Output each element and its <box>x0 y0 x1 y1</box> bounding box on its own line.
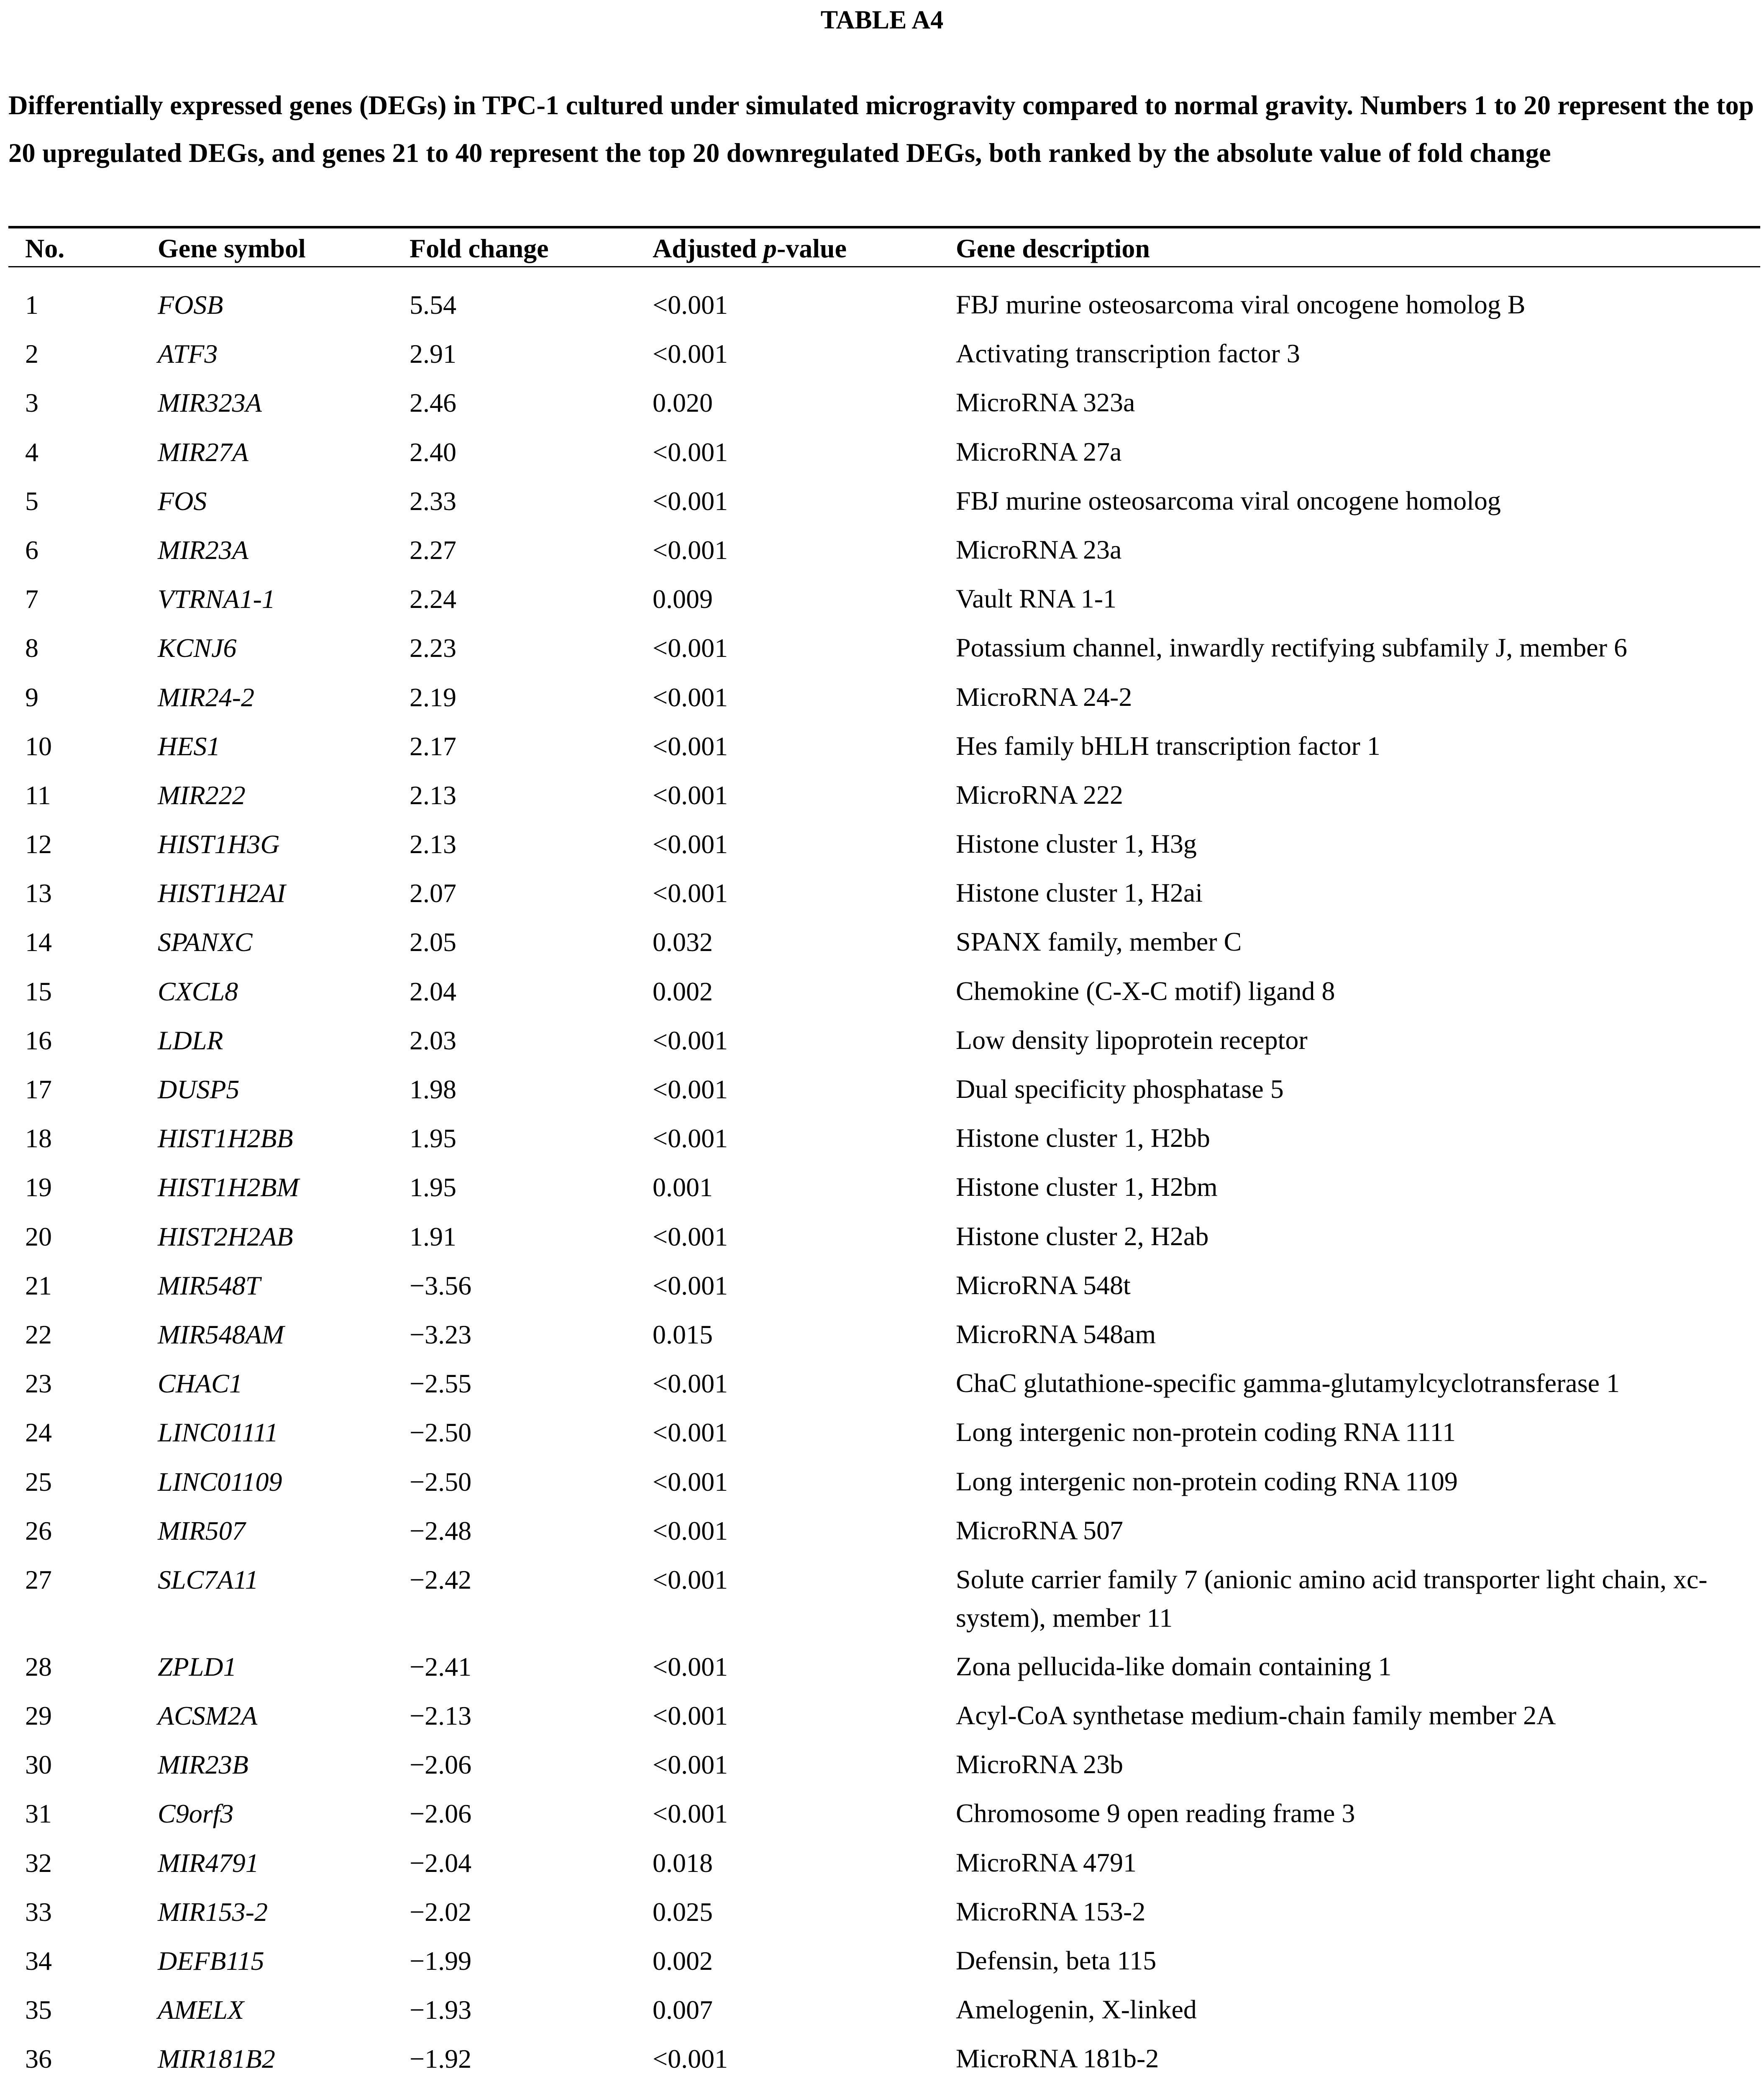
gene-symbol: CXCL8 <box>158 976 238 1006</box>
row-number: 3 <box>25 388 38 418</box>
gene-symbol: MIR27A <box>158 437 248 467</box>
gene-description: Chemokine (C-X-C motif) ligand 8 <box>956 976 1335 1006</box>
row-number: 25 <box>25 1466 52 1497</box>
row-number: 22 <box>25 1319 52 1349</box>
table-row <box>0 482 1764 531</box>
gene-symbol: MIR507 <box>158 1515 246 1546</box>
adjusted-p-value: <0.001 <box>653 731 728 761</box>
adjusted-p-value: <0.001 <box>653 437 728 467</box>
fold-change: −3.23 <box>410 1319 472 1349</box>
row-number: 13 <box>25 878 52 908</box>
row-number: 20 <box>25 1221 52 1251</box>
adjusted-p-value: 0.018 <box>653 1848 713 1878</box>
gene-symbol: MIR23A <box>158 535 248 565</box>
gene-description: Histone cluster 1, H3g <box>956 829 1197 859</box>
gene-description: FBJ murine osteosarcoma viral oncogene homolog <box>956 485 1501 515</box>
fold-change: 2.05 <box>410 927 456 957</box>
adjusted-p-value: 0.002 <box>653 976 713 1006</box>
gene-symbol: C9orf3 <box>158 1799 234 1829</box>
gene-description: FBJ murine osteosarcoma viral oncogene homolog B <box>956 290 1526 319</box>
adjusted-p-value: <0.001 <box>653 829 728 859</box>
table-row <box>0 776 1764 825</box>
fold-change: 2.03 <box>410 1025 456 1055</box>
gene-symbol: MIR323A <box>158 388 262 418</box>
row-number: 26 <box>25 1515 52 1546</box>
fold-change: −1.93 <box>410 1995 472 2025</box>
row-number: 4 <box>25 437 38 467</box>
gene-symbol: DUSP5 <box>158 1074 240 1104</box>
gene-description: MicroRNA 548am <box>956 1319 1156 1349</box>
fold-change: −2.02 <box>410 1897 472 1927</box>
gene-description: Hes family bHLH transcription factor 1 <box>956 731 1380 761</box>
table-row <box>0 923 1764 972</box>
fold-change: 2.33 <box>410 486 456 516</box>
fold-change: −1.92 <box>410 2044 472 2074</box>
gene-description: Amelogenin, X-linked <box>956 1995 1197 2025</box>
gene-symbol: MIR24-2 <box>158 682 255 712</box>
table-row <box>0 1511 1764 1560</box>
gene-description: MicroRNA 222 <box>956 779 1123 810</box>
row-number: 30 <box>25 1750 52 1780</box>
fold-change: −2.42 <box>410 1564 472 1595</box>
adjusted-p-value: 0.007 <box>653 1995 713 2025</box>
table-row <box>0 285 1764 334</box>
gene-description <box>956 2089 1751 2092</box>
adjusted-p-value: <0.001 <box>653 682 728 712</box>
fold-change: −2.06 <box>410 1799 472 1829</box>
fold-change: −2.06 <box>410 1750 472 1780</box>
gene-symbol: ZPLD1 <box>158 1651 237 1682</box>
table-row <box>0 1217 1764 1266</box>
row-number: 14 <box>25 927 52 957</box>
row-number: 9 <box>25 682 38 712</box>
adjusted-p-value: <0.001 <box>653 290 728 320</box>
fold-change: 2.19 <box>410 682 456 712</box>
gene-symbol: SLC7A11 <box>158 1564 259 1595</box>
fold-change: 2.04 <box>410 976 456 1006</box>
gene-symbol: HIST1H2BB <box>158 1123 293 1154</box>
adjusted-p-value: 0.002 <box>653 1946 713 1976</box>
gene-symbol: LINC01111 <box>158 1418 279 1448</box>
table-row <box>0 1413 1764 1462</box>
table-caption: Differentially expressed genes (DEGs) in TPC-1 cultured under simulated microgravity compared to normal gravity. Numbers 1 to 20 represent the top 20 upregulated DEGs, and genes 21 to 40 represent the top 20 downregulated DEGs, both ranked by the absolute value of fold change <box>8 90 1754 168</box>
row-number: 36 <box>25 2044 52 2074</box>
table-row <box>0 727 1764 776</box>
row-number: 29 <box>25 1701 52 1731</box>
table-row <box>0 1315 1764 1364</box>
gene-symbol: HES1 <box>158 731 220 761</box>
gene-description: MicroRNA 548t <box>956 1270 1131 1300</box>
table-row <box>0 1266 1764 1315</box>
row-number: 16 <box>25 1025 52 1055</box>
header-gene-description: Gene description <box>956 233 1150 263</box>
table-top-rule <box>8 226 1760 228</box>
gene-description: MicroRNA 181b-2 <box>956 2043 1159 2074</box>
gene-symbol: MIR153-2 <box>158 1897 268 1927</box>
gene-symbol: LDLR <box>158 1025 223 1055</box>
table-row <box>0 1070 1764 1119</box>
gene-symbol: FOS <box>158 486 207 516</box>
gene-description: Defensin, beta 115 <box>956 1946 1157 1975</box>
table-row <box>0 678 1764 727</box>
fold-change: −2.55 <box>410 1369 472 1399</box>
gene-symbol: ATF3 <box>158 339 218 369</box>
fold-change: 2.13 <box>410 829 456 859</box>
gene-symbol: AMELX <box>158 1995 244 2025</box>
gene-description: MicroRNA 153-2 <box>956 1896 1146 1926</box>
row-number: 28 <box>25 1651 52 1682</box>
table-row <box>0 1843 1764 1892</box>
header-gene-symbol: Gene symbol <box>158 233 306 263</box>
adjusted-p-value: 0.015 <box>653 1319 713 1349</box>
gene-symbol: MIR4791 <box>158 1848 259 1878</box>
adjusted-p-value: <0.001 <box>653 1123 728 1154</box>
header-p-suffix: -value <box>776 233 847 263</box>
row-number: 15 <box>25 976 52 1006</box>
gene-symbol: MIR548T <box>158 1270 261 1300</box>
gene-symbol: DEFB115 <box>158 1946 264 1976</box>
adjusted-p-value: <0.001 <box>653 1221 728 1251</box>
table-row <box>0 1462 1764 1511</box>
gene-description: SPANX family, member C <box>956 927 1242 957</box>
table-row <box>0 1941 1764 1990</box>
gene-description: Activating transcription factor 3 <box>956 338 1300 369</box>
adjusted-p-value: <0.001 <box>653 2044 728 2074</box>
table-row <box>0 1990 1764 2039</box>
table-header-rule <box>8 266 1760 267</box>
table-row <box>0 433 1764 482</box>
adjusted-p-value: <0.001 <box>653 1466 728 1497</box>
row-number: 23 <box>25 1369 52 1399</box>
row-number <box>25 2089 52 2092</box>
gene-symbol: MIR548AM <box>158 1319 284 1349</box>
fold-change: 2.23 <box>410 633 456 663</box>
fold-change <box>410 2089 471 2092</box>
gene-description: MicroRNA 23b <box>956 1749 1123 1779</box>
table-row <box>0 2039 1764 2088</box>
gene-description: Potassium channel, inwardly rectifying subfamily J, member 6 <box>956 633 1627 663</box>
table-row <box>0 579 1764 628</box>
gene-description: Solute carrier family 7 (anionic amino acid transporter light chain, xc- system), member 11 <box>956 1564 1708 1633</box>
fold-change: −2.48 <box>410 1515 472 1546</box>
gene-symbol: MIR222 <box>158 780 246 810</box>
gene-symbol: MIR23B <box>158 1750 248 1780</box>
gene-description: Dual specificity phosphatase 5 <box>956 1074 1284 1104</box>
gene-description: MicroRNA 24-2 <box>956 682 1132 712</box>
adjusted-p-value: <0.001 <box>653 1369 728 1399</box>
row-number: 10 <box>25 731 52 761</box>
gene-description: Long intergenic non-protein coding RNA 1109 <box>956 1466 1458 1496</box>
row-number: 7 <box>25 584 38 614</box>
table-row <box>0 874 1764 923</box>
adjusted-p-value: 0.025 <box>653 1897 713 1927</box>
fold-change: 1.91 <box>410 1221 456 1251</box>
gene-description: Long intergenic non-protein coding RNA 1111 <box>956 1417 1456 1447</box>
adjusted-p-value: <0.001 <box>653 878 728 908</box>
gene-symbol: ACSM2A <box>158 1701 258 1731</box>
table-row <box>0 1021 1764 1070</box>
table-row <box>0 2089 1764 2092</box>
header-adjusted-p-value <box>653 231 847 266</box>
row-number: 8 <box>25 633 38 663</box>
fold-change: −2.04 <box>410 1848 472 1878</box>
row-number: 2 <box>25 339 38 369</box>
row-number: 5 <box>25 486 38 516</box>
fold-change: 2.17 <box>410 731 456 761</box>
fold-change: 2.24 <box>410 584 456 614</box>
table-row <box>0 1119 1764 1168</box>
table-row <box>0 1745 1764 1794</box>
gene-description: Histone cluster 2, H2ab <box>956 1221 1209 1251</box>
fold-change: 2.40 <box>410 437 456 467</box>
gene-description: Vault RNA 1-1 <box>956 584 1116 614</box>
fold-change: 5.54 <box>410 290 456 320</box>
fold-change: −2.13 <box>410 1701 472 1731</box>
adjusted-p-value: <0.001 <box>653 1418 728 1448</box>
gene-description: MicroRNA 27a <box>956 436 1122 467</box>
fold-change: −3.56 <box>410 1270 472 1300</box>
adjusted-p-value: <0.001 <box>653 535 728 565</box>
gene-description: Low density lipoprotein receptor <box>956 1025 1308 1055</box>
gene-description: Zona pellucida-like domain containing 1 <box>956 1651 1392 1681</box>
table-row <box>0 1560 1764 1647</box>
table-label: TABLE A4 <box>820 6 944 34</box>
adjusted-p-value: <0.001 <box>653 1701 728 1731</box>
adjusted-p-value: <0.001 <box>653 1651 728 1682</box>
gene-description: Histone cluster 1, H2bm <box>956 1172 1218 1202</box>
row-number: 17 <box>25 1074 52 1104</box>
fold-change: 2.13 <box>410 780 456 810</box>
table-row <box>0 334 1764 383</box>
gene-description: MicroRNA 4791 <box>956 1847 1137 1877</box>
adjusted-p-value: <0.001 <box>653 1515 728 1546</box>
row-number: 27 <box>25 1564 52 1595</box>
adjusted-p-value: <0.001 <box>653 633 728 663</box>
table-row <box>0 531 1764 579</box>
header-no: No. <box>25 233 65 263</box>
gene-symbol: VTRNA1-1 <box>158 584 275 614</box>
gene-symbol: KCNJ6 <box>158 633 237 663</box>
fold-change: 2.91 <box>410 339 456 369</box>
table-row <box>0 1892 1764 1941</box>
adjusted-p-value: <0.001 <box>653 1564 728 1595</box>
row-number: 34 <box>25 1946 52 1976</box>
fold-change: 1.95 <box>410 1172 456 1202</box>
gene-symbol: FOSB <box>158 290 223 320</box>
row-number: 18 <box>25 1123 52 1154</box>
row-number: 35 <box>25 1995 52 2025</box>
fold-change: −1.99 <box>410 1946 472 1976</box>
gene-description: Chromosome 9 open reading frame 3 <box>956 1798 1355 1828</box>
row-number: 32 <box>25 1848 52 1878</box>
row-number: 1 <box>25 290 38 320</box>
fold-change: −2.41 <box>410 1651 472 1682</box>
adjusted-p-value: 0.020 <box>653 388 713 418</box>
row-number: 19 <box>25 1172 52 1202</box>
gene-description: Histone cluster 1, H2ai <box>956 878 1203 908</box>
gene-symbol: HIST1H2AI <box>158 878 286 908</box>
table-row <box>0 1794 1764 1843</box>
gene-description: MicroRNA 507 <box>956 1515 1123 1545</box>
row-number: 11 <box>25 780 51 810</box>
adjusted-p-value: <0.001 <box>653 339 728 369</box>
row-number: 33 <box>25 1897 52 1927</box>
table-row <box>0 1364 1764 1413</box>
gene-description: Acyl-CoA synthetase medium-chain family member 2A <box>956 1700 1556 1731</box>
header-p-prefix: Adjusted <box>653 233 763 263</box>
adjusted-p-value: 0.001 <box>653 1172 713 1202</box>
row-number: 24 <box>25 1418 52 1448</box>
fold-change: 1.98 <box>410 1074 456 1104</box>
gene-description: Histone cluster 1, H2bb <box>956 1123 1210 1153</box>
fold-change: −2.50 <box>410 1466 472 1497</box>
table-row <box>0 383 1764 432</box>
adjusted-p-value: <0.001 <box>653 1750 728 1780</box>
adjusted-p-value: 0.032 <box>653 927 713 957</box>
adjusted-p-value <box>653 2089 728 2092</box>
gene-symbol <box>158 2089 246 2092</box>
table-row <box>0 1647 1764 1696</box>
adjusted-p-value: <0.001 <box>653 1799 728 1829</box>
table-row <box>0 628 1764 677</box>
row-number: 12 <box>25 829 52 859</box>
gene-symbol: SPANXC <box>158 927 253 957</box>
gene-symbol: CHAC1 <box>158 1369 243 1399</box>
fold-change: 2.07 <box>410 878 456 908</box>
gene-description: MicroRNA 23a <box>956 534 1122 564</box>
table-row <box>0 1696 1764 1745</box>
row-number: 21 <box>25 1270 52 1300</box>
gene-symbol: HIST1H3G <box>158 829 280 859</box>
fold-change: 1.95 <box>410 1123 456 1154</box>
row-number: 31 <box>25 1799 52 1829</box>
gene-description: MicroRNA 323a <box>956 387 1135 418</box>
table-body <box>0 285 1764 2092</box>
table-row <box>0 825 1764 874</box>
table-row <box>0 1168 1764 1217</box>
adjusted-p-value: 0.009 <box>653 584 713 614</box>
adjusted-p-value: <0.001 <box>653 780 728 810</box>
adjusted-p-value: <0.001 <box>653 486 728 516</box>
row-number: 6 <box>25 535 38 565</box>
fold-change: 2.46 <box>410 388 456 418</box>
gene-symbol: HIST1H2BM <box>158 1172 299 1202</box>
gene-symbol: LINC01109 <box>158 1466 282 1497</box>
adjusted-p-value: <0.001 <box>653 1270 728 1300</box>
header-fold-change: Fold change <box>410 233 549 263</box>
fold-change: −2.50 <box>410 1418 472 1448</box>
adjusted-p-value: <0.001 <box>653 1025 728 1055</box>
gene-symbol: MIR181B2 <box>158 2044 275 2074</box>
fold-change: 2.27 <box>410 535 456 565</box>
table-row <box>0 972 1764 1021</box>
gene-symbol: HIST2H2AB <box>158 1221 293 1251</box>
header-p-italic: p <box>763 233 777 263</box>
gene-description: ChaC glutathione-specific gamma-glutamylcyclotransferase 1 <box>956 1368 1620 1398</box>
adjusted-p-value: <0.001 <box>653 1074 728 1104</box>
